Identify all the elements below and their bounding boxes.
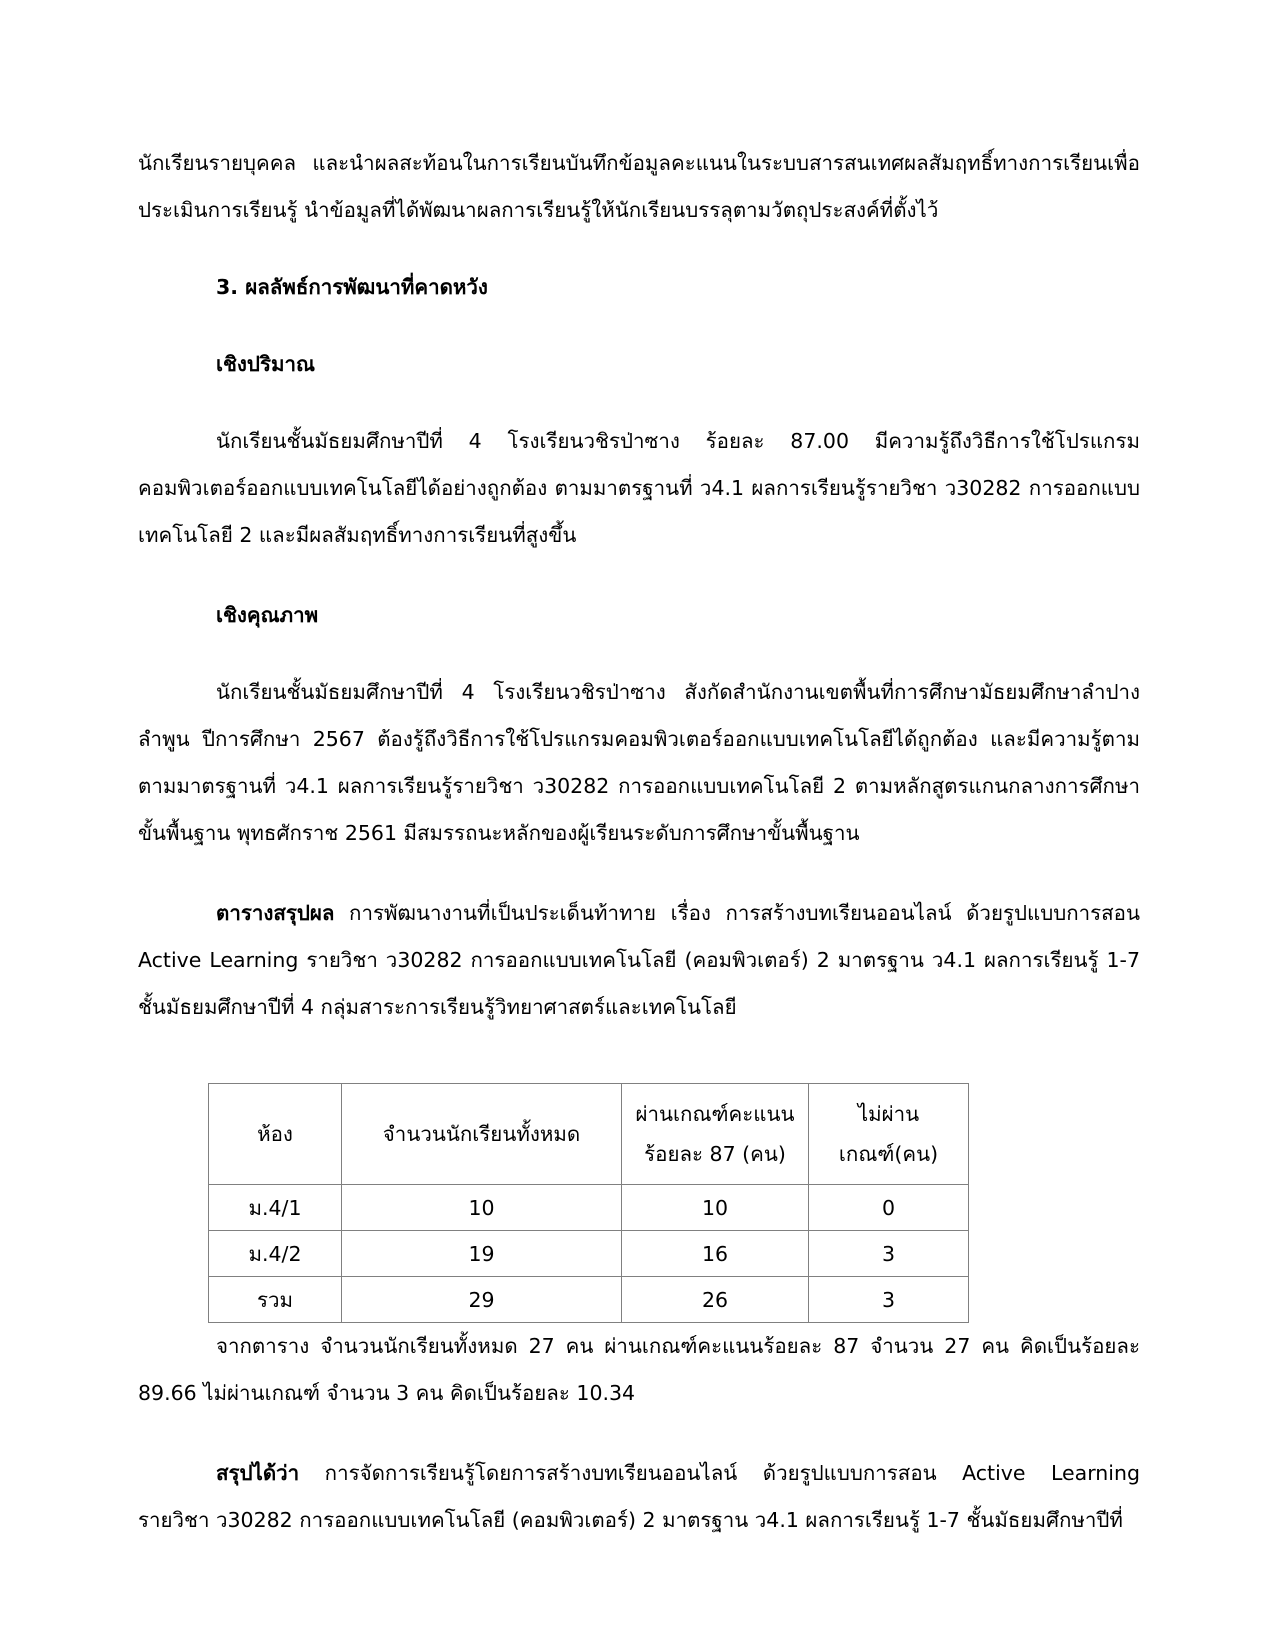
document-body bbox=[138, 140, 1140, 1544]
cell-room: ม.4/2 bbox=[209, 1231, 342, 1277]
table-row bbox=[209, 1185, 969, 1231]
column-header-room: ห้อง bbox=[209, 1084, 342, 1185]
intro-paragraph: นักเรียนรายบุคคล และนำผลสะท้อนในการเรียนบันทึกข้อมูลคะแนนในระบบสารสนเทศผลสัมฤทธิ์ทางการเรียนเพื่อประเมินการเรียนรู้ นำข้อมูลที่ได้พัฒนาผลการเรียนรู้ให้นักเรียนบรรลุตามวัตถุประสงค์ที่ตั้งไว้ bbox=[138, 151, 1140, 222]
column-header-passed-line2: ร้อยละ 87 (คน) bbox=[644, 1142, 786, 1166]
summary-table bbox=[208, 1083, 969, 1323]
table-row bbox=[209, 1277, 969, 1323]
after-table-paragraph: จากตาราง จำนวนนักเรียนทั้งหมด 27 คน ผ่านเกณฑ์คะแนนร้อยละ 87 จำนวน 27 คน คิดเป็นร้อยละ 89.66 ไม่ผ่านเกณฑ์ จำนวน 3 คน คิดเป็นร้อยละ 10.34 bbox=[138, 1334, 1140, 1405]
conclusion-lead-label: สรุปได้ว่า bbox=[216, 1461, 300, 1485]
column-header-passed-line1: ผ่านเกณฑ์คะแนน bbox=[635, 1102, 795, 1126]
column-header-failed: ไม่ผ่านเกณฑ์(คน) bbox=[809, 1084, 969, 1185]
cell-failed: 0 bbox=[809, 1185, 969, 1231]
cell-failed: 3 bbox=[809, 1231, 969, 1277]
column-header-passed bbox=[622, 1084, 809, 1185]
conclusion-text: การจัดการเรียนรู้โดยการสร้างบทเรียนออนไลน์ ด้วยรูปแบบการสอน Active Learning รายวิชา ว30282 การออกแบบเทคโนโลยี (คอมพิวเตอร์) 2 มาตรฐาน ว4.1 ผลการเรียนรู้ 1-7 ชั้นมัธยมศึกษาปีที่ bbox=[138, 1461, 1140, 1532]
subheading-quantitative: เชิงปริมาณ bbox=[216, 352, 315, 376]
cell-room: ม.4/1 bbox=[209, 1185, 342, 1231]
section-heading-expected-results: 3. ผลลัพธ์การพัฒนาที่คาดหวัง bbox=[216, 275, 488, 299]
cell-passed: 26 bbox=[622, 1277, 809, 1323]
table-intro-lead-label: ตารางสรุปผล bbox=[216, 901, 335, 925]
table-row bbox=[209, 1231, 969, 1277]
column-header-total-students: จำนวนนักเรียนทั้งหมด bbox=[342, 1084, 622, 1185]
cell-passed: 10 bbox=[622, 1185, 809, 1231]
conclusion-paragraph bbox=[138, 1450, 1140, 1544]
cell-total: 19 bbox=[342, 1231, 622, 1277]
table-intro-paragraph bbox=[138, 890, 1140, 1031]
cell-passed: 16 bbox=[622, 1231, 809, 1277]
summary-table-wrapper bbox=[138, 1083, 1140, 1323]
summary-table-body bbox=[209, 1185, 969, 1323]
subheading-qualitative: เชิงคุณภาพ bbox=[216, 603, 319, 627]
quantitative-paragraph: นักเรียนชั้นมัธยมศึกษาปีที่ 4 โรงเรียนวชิรป่าซาง ร้อยละ 87.00 มีความรู้ถึงวิธีการใช้โปรแกรมคอมพิวเตอร์ออกแบบเทคโนโลยีได้อย่างถูกต้อง ตามมาตรฐานที่ ว4.1 ผลการเรียนรู้รายวิชา ว30282 การออกแบบเทคโนโลยี 2 และมีผลสัมฤทธิ์ทางการเรียนที่สูงขึ้น bbox=[138, 429, 1140, 547]
cell-total: 10 bbox=[342, 1185, 622, 1231]
summary-table-header bbox=[209, 1084, 969, 1185]
qualitative-paragraph: นักเรียนชั้นมัธยมศึกษาปีที่ 4 โรงเรียนวชิรป่าซาง สังกัดสำนักงานเขตพื้นที่การศึกษามัธยมศึกษาลำปาง ลำพูน ปีการศึกษา 2567 ต้องรู้ถึงวิธีการใช้โปรแกรมคอมพิวเตอร์ออกแบบเทคโนโลยีได้ถูกต้อง และมีความรู้ตามตามมาตรฐานที่ ว4.1 ผลการเรียนรู้รายวิชา ว30282 การออกแบบเทคโนโลยี 2 ตามหลักสูตรแกนกลางการศึกษาขั้นพื้นฐาน พุทธศักราช 2561 มีสมรรถนะหลักของผู้เรียนระดับการศึกษาขั้นพื้นฐาน bbox=[138, 680, 1140, 845]
cell-failed: 3 bbox=[809, 1277, 969, 1323]
table-intro-text: การพัฒนางานที่เป็นประเด็นท้าทาย เรื่อง การสร้างบทเรียนออนไลน์ ด้วยรูปแบบการสอน Active Learning รายวิชา ว30282 การออกแบบเทคโนโลยี (คอมพิวเตอร์) 2 มาตรฐาน ว4.1 ผลการเรียนรู้ 1-7 ชั้นมัธยมศึกษาปีที่ 4 กลุ่มสาระการเรียนรู้วิทยาศาสตร์และเทคโนโลยี bbox=[138, 901, 1140, 1019]
table-header-row bbox=[209, 1084, 969, 1185]
cell-total: 29 bbox=[342, 1277, 622, 1323]
cell-room: รวม bbox=[209, 1277, 342, 1323]
